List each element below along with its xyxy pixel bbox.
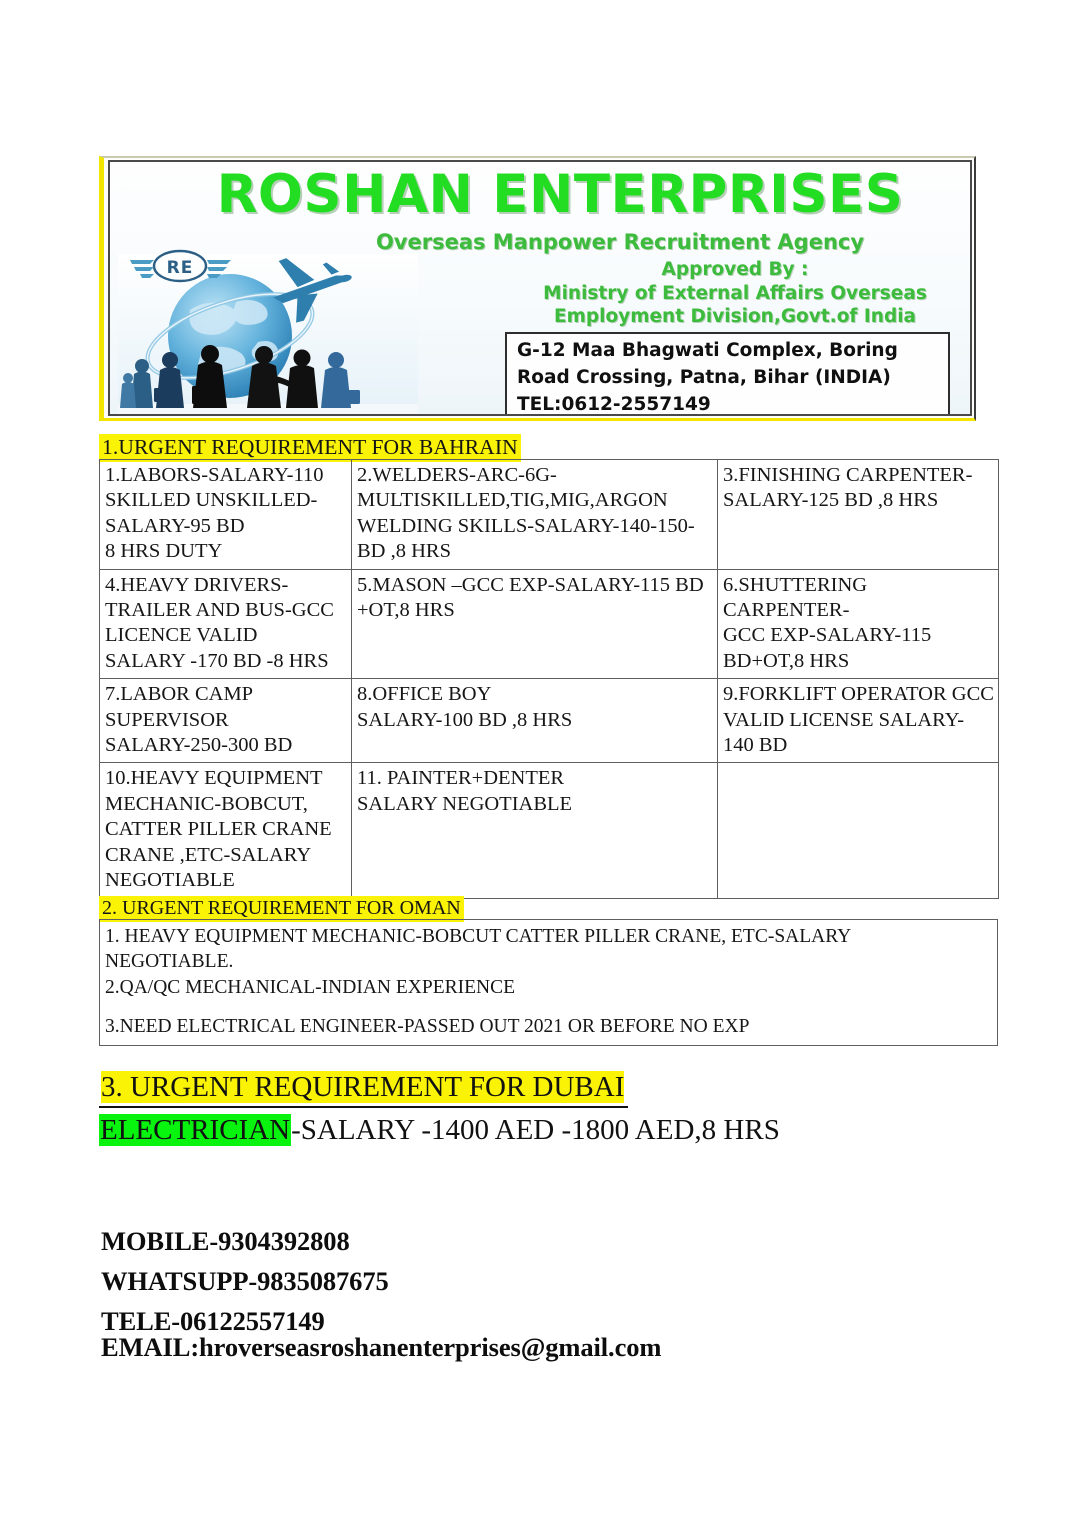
table-row <box>100 679 999 763</box>
dubai-role-details: -SALARY -1400 AED -1800 AED,8 HRS <box>291 1114 780 1146</box>
table-row <box>100 460 999 570</box>
contact-whatsapp: WHATSUPP-9835087675 <box>101 1266 389 1296</box>
re-monogram-logo <box>128 240 233 292</box>
job-cell: 6.SHUTTERING CARPENTER- GCC EXP-SALARY-115 BD+OT,8 HRS <box>718 569 999 679</box>
section-heading-oman: 2. URGENT REQUIREMENT FOR OMAN <box>99 896 464 922</box>
job-cell: 4.HEAVY DRIVERS-TRAILER AND BUS-GCC LICENCE VALID SALARY -170 BD -8 HRS <box>100 569 352 679</box>
job-cell: 3.FINISHING CARPENTER-SALARY-125 BD ,8 HRS <box>718 460 999 570</box>
job-cell: 5.MASON –GCC EXP-SALARY-115 BD +OT,8 HRS <box>352 569 718 679</box>
job-cell-empty <box>718 763 999 898</box>
company-tagline: Overseas Manpower Recruitment Agency <box>375 230 865 254</box>
table-row <box>100 569 999 679</box>
address-box <box>505 332 950 416</box>
oman-item-3: 3.NEED ELECTRICAL ENGINEER-PASSED OUT 2021 OR BEFORE NO EXP <box>105 1016 750 1038</box>
job-cell: 2.WELDERS-ARC-6G-MULTISKILLED,TIG,MIG,ARGON WELDING SKILLS-SALARY-140-150-BD ,8 HRS <box>352 460 718 570</box>
section-heading-dubai-text: 3. URGENT REQUIREMENT FOR DUBAI <box>101 1071 625 1103</box>
job-cell: 9.FORKLIFT OPERATOR GCC VALID LICENSE SALARY-140 BD <box>718 679 999 763</box>
job-cell: 8.OFFICE BOY SALARY-100 BD ,8 HRS <box>352 679 718 763</box>
job-cell: 7.LABOR CAMP SUPERVISOR SALARY-250-300 BD <box>100 679 352 763</box>
contact-mobile: MOBILE-9304392808 <box>101 1226 350 1256</box>
oman-item-2: 2.QA/QC MECHANICAL-INDIAN EXPERIENCE <box>105 976 516 998</box>
oman-requirements-cell <box>100 920 998 1046</box>
svg-text:RE: RE <box>166 258 194 278</box>
company-name: ROSHAN ENTERPRISES <box>216 164 904 225</box>
banner-inner-frame <box>108 160 972 416</box>
oman-requirements-table <box>99 919 998 1046</box>
table-row <box>100 763 999 898</box>
oman-table-body <box>100 920 998 1046</box>
address-line-2: Road Crossing, Patna, Bihar (INDIA) <box>517 366 891 388</box>
contact-telephone: TELE-06122557149 <box>101 1306 325 1336</box>
section-heading-bahrain: 1.URGENT REQUIREMENT FOR BAHRAIN <box>99 434 521 462</box>
banner-frame <box>99 156 976 421</box>
dubai-job-line <box>99 1112 780 1148</box>
job-cell: 10.HEAVY EQUIPMENT MECHANIC-BOBCUT, CATTER PILLER CRANE CRANE ,ETC-SALARY NEGOTIABLE <box>100 763 352 898</box>
table-row <box>100 920 998 1046</box>
oman-item-1-line-2: NEGOTIABLE. <box>105 951 234 973</box>
dubai-role-electrician: ELECTRICIAN <box>100 1114 291 1146</box>
address-line-1: G-12 Maa Bhagwati Complex, Boring <box>517 340 898 361</box>
approved-by-label: Approved By : <box>661 259 809 280</box>
spacer <box>105 1000 992 1014</box>
job-cell: 11. PAINTER+DENTER SALARY NEGOTIABLE <box>352 763 718 898</box>
bahrain-requirements-table <box>99 459 999 899</box>
job-cell: 1.LABORS-SALARY-110 SKILLED UNSKILLED-SALARY-95 BD 8 HRS DUTY <box>100 460 352 570</box>
approval-text <box>490 258 972 329</box>
bahrain-table-body <box>100 460 999 899</box>
section-heading-dubai <box>99 1070 628 1108</box>
approved-line-2: Employment Division,Govt.of India <box>553 306 917 328</box>
approved-line-1: Ministry of External Affairs Overseas <box>543 282 927 304</box>
address-line-3: TEL:0612-2557149 <box>517 393 711 415</box>
letterhead-banner <box>99 156 976 421</box>
oman-item-1-line-1: 1. HEAVY EQUIPMENT MECHANIC-BOBCUT CATTER PILLER CRANE, ETC-SALARY <box>105 926 852 947</box>
contact-email: EMAIL:hroverseasroshanenterprises@gmail.com <box>101 1332 662 1362</box>
